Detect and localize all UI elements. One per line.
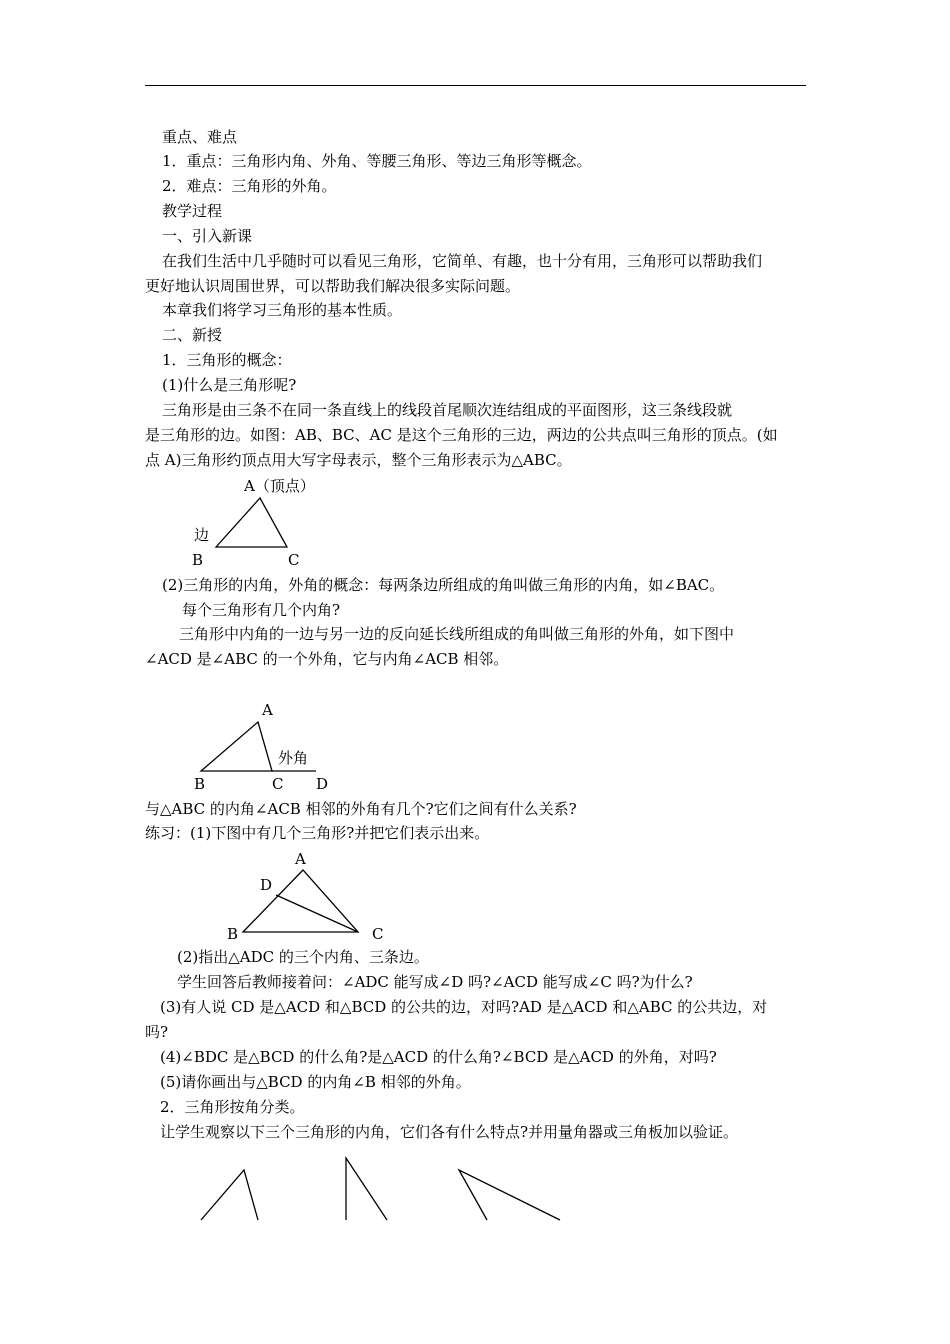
text-line: 在我们生活中几乎随时可以看见三角形，它简单、有趣，也十分有用，三角形可以帮助我们 [162,252,763,270]
text-line: 与△ABC 的内角∠ACB 相邻的外角有几个?它们之间有什么关系? [145,800,577,818]
triangle-abc [216,498,287,547]
fig1-label-c: C [288,551,300,569]
fig2-label-c: C [272,775,284,793]
fig2-label-b: B [194,775,206,793]
text-line: 让学生观察以下三个三角形的内角，它们各有什么特点?并用量角器或三角板加以验证。 [160,1123,739,1141]
text-line: 三角形中内角的一边与另一边的反向延长线所组成的角叫做三角形的外角，如下图中 [179,625,735,643]
text-line: (2)三角形的内角，外角的概念：每两条边所组成的角叫做三角形的内角，如∠BAC。 [162,576,725,594]
fig1-label-b: B [192,551,204,569]
fig2-label-d: D [316,775,329,793]
text-line: 2．三角形按角分类。 [160,1098,305,1116]
right-triangle-sketch [346,1158,387,1220]
text-line: 每个三角形有几个内角? [182,601,341,619]
fig3-label-c: C [372,925,384,943]
text-line: 三角形是由三条不在同一条直线上的线段首尾顺次连结组成的平面图形，这三条线段就 [162,401,733,419]
text-line: (3)有人说 CD 是△ACD 和△BCD 的公共的边，对吗?AD 是△ACD 和△ABC 的公共边，对 [160,998,768,1016]
text-line: 本章我们将学习三角形的基本性质。 [162,301,403,319]
fig3-label-d: D [260,876,273,894]
text-line: 点 A)三角形约顶点用大写字母表示，整个三角形表示为△ABC。 [145,451,572,469]
heading-process: 教学过程 [162,202,223,220]
text-line: 是三角形的边。如图：AB、BC、AC 是这个三角形的三边，两边的公共点叫三角形的顶点。(如 [145,426,778,444]
obtuse-triangle-sketch [459,1170,560,1220]
heading-key-points: 重点、难点 [162,128,238,146]
text-line: (2)指出△ADC 的三个内角、三条边。 [177,948,429,966]
text-line: (5)请你画出与△BCD 的内角∠B 相邻的外角。 [160,1073,471,1091]
acute-triangle-sketch [201,1170,258,1220]
text-line: (1)什么是三角形呢? [162,376,297,394]
fig2-label-exterior: 外角 [278,749,309,767]
heading-intro: 一、引入新课 [162,227,253,245]
text-line: 练习：(1)下图中有几个三角形?并把它们表示出来。 [145,824,490,842]
text-line: 1．重点：三角形内角、外角、等腰三角形、等边三角形等概念。 [162,152,592,170]
fig1-label-side: 边 [194,526,210,544]
fig1-label-a: A（顶点） [244,477,315,495]
text-line: 吗? [145,1023,169,1041]
text-line: 更好地认识周围世界，可以帮助我们解决很多实际问题。 [145,277,521,295]
text-line: ∠ACD 是∠ABC 的一个外角，它与内角∠ACB 相邻。 [145,650,509,668]
triangle-abc-2 [201,722,272,771]
text-line: 学生回答后教师接着问：∠ADC 能写成∠D 吗?∠ACD 能写成∠C 吗?为什么? [177,973,693,991]
text-line: 1．三角形的概念： [162,351,292,369]
fig2-label-a: A [262,701,273,719]
fig3-label-a: A [295,850,306,868]
fig3-label-b: B [227,925,239,943]
text-line: (4)∠BDC 是△BCD 的什么角?是△ACD 的什么角?∠BCD 是△ACD 的外角，对吗? [160,1048,717,1066]
text-line: 2．难点：三角形的外角。 [162,177,337,195]
segment-dc [276,895,358,932]
heading-new-lesson: 二、新授 [162,326,223,344]
